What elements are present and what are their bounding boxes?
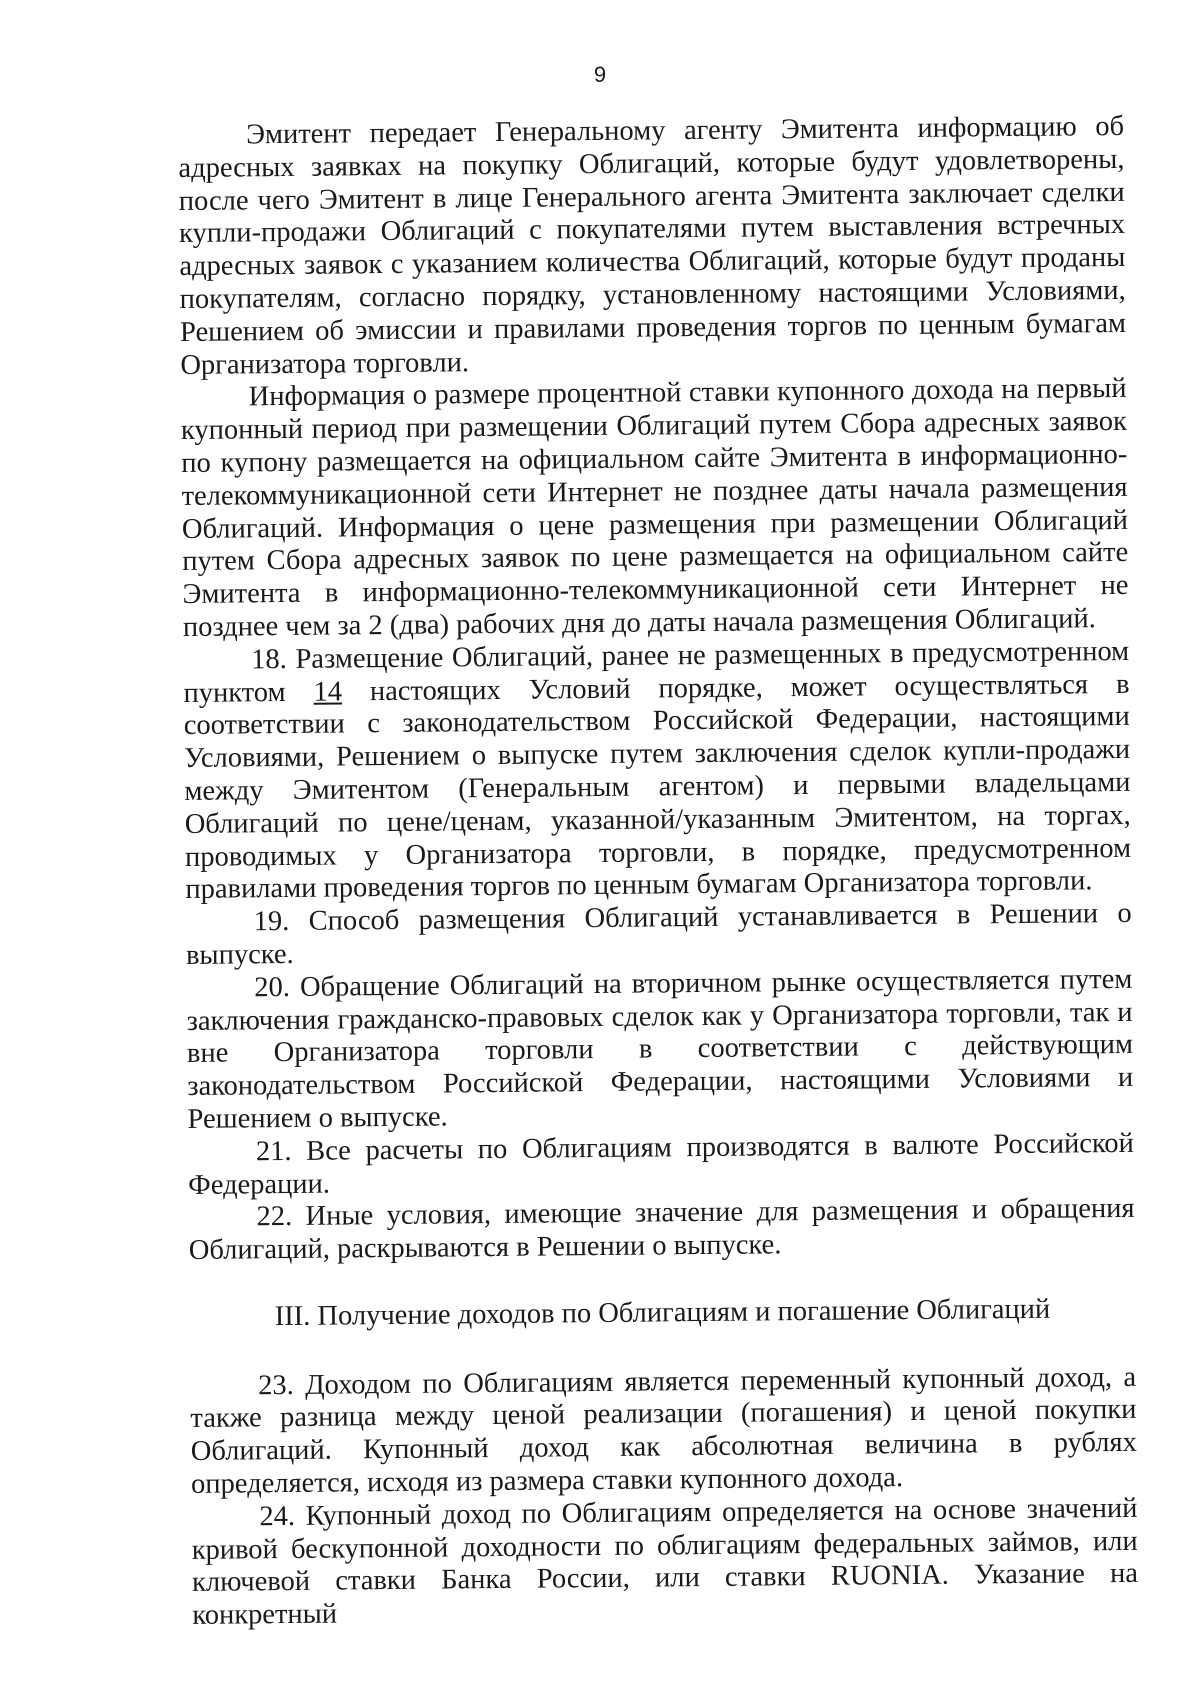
paragraph-general-agent: Эмитент передает Генеральному агенту Эмитента информацию об адресных заявках на покупку Облигаций, которые будут удовлетворены, после чего Эмитент в лице Генерального агента Эмитента заключает сделки купли-продажи Облигаций с покупателями путем выставления встречных адресных заявок с указанием количества Облигаций, которые будут проданы покупателям, согласно порядку, установленному настоящими Условиями, Решением об эмиссии и правилами проведения торгов по ценным бумагам Организатора торговли. [178, 110, 1127, 381]
paragraph-20-secondary-market: 20. Обращение Облигаций на вторичном рынке осуществляется путем заключения гражданско-правовых сделок как у Организатора торговли, так и вне Организатора торговли в соответствии с действующим законодательством Российской Федерации, настоящими Условиями и Решением о выпуске. [186, 963, 1134, 1135]
page-number: 9 [593, 62, 607, 87]
paragraph-19-placement-method: 19. Способ размещения Облигаций устанавливается в Решении о выпуске. [185, 898, 1132, 971]
paragraph-coupon-rate-info: Информация о размере процентной ставки купонного дохода на первый купонный период при размещении Облигаций путем Сбора адресных заявок по купону размещается на официальном сайте Эмитента в информационно-телекоммуникационной сети Интернет не позднее даты начала размещения Облигаций. Информация о цене размещения при размещении Облигаций путем Сбора адресных заявок по цене размещается на официальном сайте Эмитента в информационно-телекоммуникационной сети Интернет не позднее чем за 2 (два) рабочих дня до даты начала размещения Облигаций. [180, 373, 1129, 643]
clause-reference-link: 14 [313, 675, 343, 708]
paragraph-18-placement [183, 636, 1131, 907]
document-body [178, 111, 1138, 1633]
paragraph-22-other-terms: 22. Иные условия, имеющие значение для размещения и обращения Облигаций, раскрываются в Решении о выпуске. [188, 1193, 1135, 1267]
section-heading-iii: III. Получение доходов по Облигациям и погашение Облигаций [274, 1293, 1051, 1333]
paragraph-18-text-start: 18. Размещение Облигаций, ранее не размещенных в предусмотренном пунктом [183, 635, 1130, 709]
paragraph-24-coupon-basis: 24. Купонный доход по Облигациям определяется на основе значений кривой бескупонной доходности по облигациям федеральных займов, или ключевой ставки Банка России, или ставки RUONIA. Указание на конкретный [191, 1492, 1139, 1632]
paragraph-23-income: 23. Доходом по Облигациям является переменный купонный доход, а также разница между ценой реализации (погашения) и ценой покупки Облигаций. Купонный доход как абсолютная величина в рублях определяется, исходя из размера ставки купонного дохода. [190, 1361, 1137, 1501]
paragraph-21-settlement-currency: 21. Все расчеты по Облигациям производятся в валюте Российской Федерации. [188, 1127, 1135, 1201]
paragraph-18-text-end: настоящих Условий порядке, может осуществляться в соответствии с законодательством Российской Федерации, настоящими Условиями, Решением о выпуске путем заключения сделок купли-продажи между Эмитентом (Генеральным агентом) и первыми владельцами Облигаций по цене/ценам, указанной/указанным Эмитентом, на торгах, проводимых у Организатора торговли, в порядке, предусмотренном правилами проведения торгов по ценным бумагам Организатора торговли. [183, 668, 1132, 906]
